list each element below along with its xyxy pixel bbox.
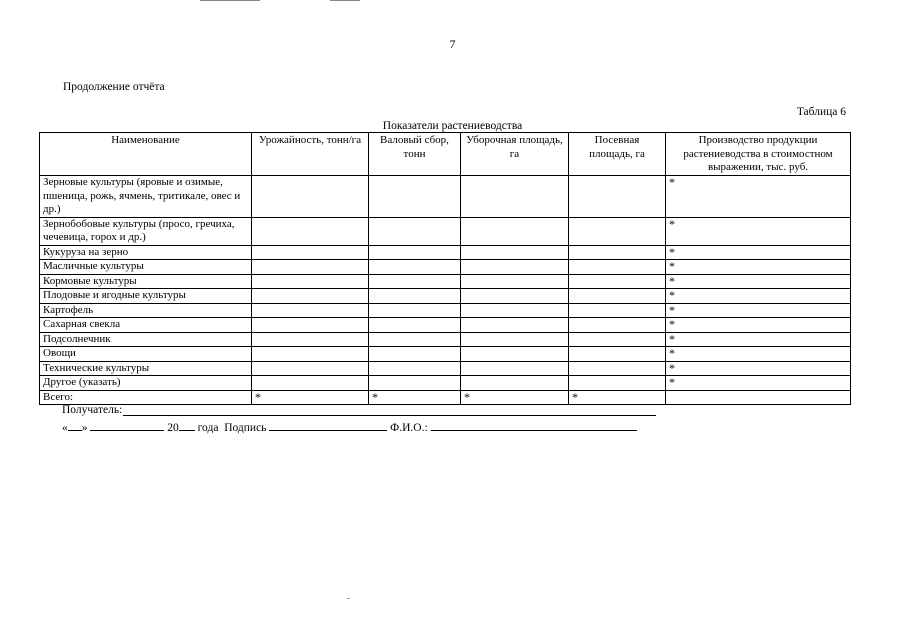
continuation-heading: Продолжение отчёта — [63, 81, 165, 93]
signature-label: Подпись — [224, 422, 267, 434]
harvested-area-cell[interactable] — [461, 303, 569, 318]
production-value-cell[interactable]: * — [666, 347, 851, 362]
table-row — [40, 217, 851, 245]
yield-cell[interactable] — [252, 274, 369, 289]
recipient-label: Получатель: — [62, 404, 123, 416]
column-header-gross-harvest: Валовый сбор, тонн — [369, 133, 461, 176]
date-close-quote: » — [81, 422, 88, 434]
total-sown-area-cell[interactable]: * — [569, 390, 666, 405]
gross-harvest-cell[interactable] — [369, 376, 461, 391]
scan-speck — [347, 598, 350, 599]
column-header-production-value: Производство продукции растениеводства в стоимостном выражении, тыс. руб. — [666, 133, 851, 176]
yield-cell[interactable] — [252, 289, 369, 304]
table-row — [40, 303, 851, 318]
date-open-quote: « — [62, 422, 68, 434]
total-yield-cell[interactable]: * — [252, 390, 369, 405]
month-field[interactable] — [90, 418, 164, 431]
gross-harvest-cell[interactable] — [369, 289, 461, 304]
yield-cell[interactable] — [252, 332, 369, 347]
signature-row — [62, 418, 637, 434]
table-row — [40, 274, 851, 289]
production-value-cell[interactable]: * — [666, 376, 851, 391]
production-value-cell[interactable]: * — [666, 289, 851, 304]
table-row — [40, 361, 851, 376]
table-title: Показатели растениеводства — [382, 120, 523, 132]
table-header-row — [40, 133, 851, 176]
row-name: Другое (указать) — [40, 376, 252, 391]
scan-edge-line — [200, 0, 260, 1]
year-suffix: года — [197, 422, 219, 434]
row-name: Подсолнечник — [40, 332, 252, 347]
table-row — [40, 376, 851, 391]
gross-harvest-cell[interactable] — [369, 260, 461, 275]
sown-area-cell[interactable] — [569, 217, 666, 245]
production-value-cell[interactable]: * — [666, 274, 851, 289]
gross-harvest-cell[interactable] — [369, 361, 461, 376]
harvested-area-cell[interactable] — [461, 176, 569, 218]
harvested-area-cell[interactable] — [461, 289, 569, 304]
yield-cell[interactable] — [252, 245, 369, 260]
total-gross-harvest-cell[interactable]: * — [369, 390, 461, 405]
row-name: Технические культуры — [40, 361, 252, 376]
sown-area-cell[interactable] — [569, 289, 666, 304]
total-production-value-cell[interactable] — [666, 390, 851, 405]
column-header-name: Наименование — [40, 133, 252, 176]
harvested-area-cell[interactable] — [461, 260, 569, 275]
page-number: 7 — [449, 37, 456, 51]
sown-area-cell[interactable] — [569, 332, 666, 347]
yield-cell[interactable] — [252, 176, 369, 218]
sown-area-cell[interactable] — [569, 318, 666, 333]
sown-area-cell[interactable] — [569, 274, 666, 289]
column-header-harvested-area: Уборочная площадь, га — [461, 133, 569, 176]
total-label: Всего: — [40, 390, 252, 405]
harvested-area-cell[interactable] — [461, 332, 569, 347]
sown-area-cell[interactable] — [569, 176, 666, 218]
yield-cell[interactable] — [252, 347, 369, 362]
production-value-cell[interactable]: * — [666, 303, 851, 318]
gross-harvest-cell[interactable] — [369, 176, 461, 218]
table-row — [40, 347, 851, 362]
sown-area-cell[interactable] — [569, 260, 666, 275]
production-value-cell[interactable]: * — [666, 318, 851, 333]
harvested-area-cell[interactable] — [461, 347, 569, 362]
signature-field[interactable] — [269, 418, 387, 431]
yield-cell[interactable] — [252, 260, 369, 275]
day-field[interactable] — [68, 418, 82, 431]
table-row — [40, 260, 851, 275]
row-name: Овощи — [40, 347, 252, 362]
table-row — [40, 176, 851, 218]
production-value-cell[interactable]: * — [666, 260, 851, 275]
gross-harvest-cell[interactable] — [369, 332, 461, 347]
production-value-cell[interactable]: * — [666, 176, 851, 218]
production-value-cell[interactable]: * — [666, 361, 851, 376]
yield-cell[interactable] — [252, 361, 369, 376]
fio-field[interactable] — [431, 418, 637, 431]
year-field[interactable] — [179, 418, 195, 431]
row-name: Кукуруза на зерно — [40, 245, 252, 260]
yield-cell[interactable] — [252, 376, 369, 391]
column-header-sown-area: Посевная площадь, га — [569, 133, 666, 176]
year-prefix: 20 — [167, 422, 179, 434]
harvested-area-cell[interactable] — [461, 274, 569, 289]
row-name: Масличные культуры — [40, 260, 252, 275]
row-name: Кормовые культуры — [40, 274, 252, 289]
gross-harvest-cell[interactable] — [369, 274, 461, 289]
harvested-area-cell[interactable] — [461, 217, 569, 245]
gross-harvest-cell[interactable] — [369, 318, 461, 333]
total-row — [40, 390, 851, 405]
harvested-area-cell[interactable] — [461, 361, 569, 376]
total-harvested-area-cell[interactable]: * — [461, 390, 569, 405]
table-row — [40, 289, 851, 304]
harvested-area-cell[interactable] — [461, 245, 569, 260]
table-row — [40, 245, 851, 260]
harvested-area-cell[interactable] — [461, 318, 569, 333]
sown-area-cell[interactable] — [569, 376, 666, 391]
fio-label: Ф.И.О.: — [390, 422, 428, 434]
table-label: Таблица 6 — [796, 106, 846, 118]
yield-cell[interactable] — [252, 303, 369, 318]
row-name: Картофель — [40, 303, 252, 318]
gross-harvest-cell[interactable] — [369, 303, 461, 318]
table-row — [40, 332, 851, 347]
sown-area-cell[interactable] — [569, 245, 666, 260]
row-name: Зернобобовые культуры (просо, гречиха, чечевица, горох и др.) — [40, 217, 252, 245]
harvested-area-cell[interactable] — [461, 376, 569, 391]
scan-edge-line — [330, 0, 360, 1]
recipient-line[interactable] — [123, 415, 656, 416]
sown-area-cell[interactable] — [569, 303, 666, 318]
production-value-cell[interactable]: * — [666, 245, 851, 260]
crop-indicators-table — [39, 132, 851, 405]
row-name: Плодовые и ягодные культуры — [40, 289, 252, 304]
table-row — [40, 318, 851, 333]
yield-cell[interactable] — [252, 318, 369, 333]
row-name: Зерновые культуры (яровые и озимые, пшеница, рожь, ячмень, тритикале, овес и др.) — [40, 176, 252, 218]
yield-cell[interactable] — [252, 217, 369, 245]
production-value-cell[interactable]: * — [666, 332, 851, 347]
production-value-cell[interactable]: * — [666, 217, 851, 245]
column-header-yield: Урожайность, тонн/га — [252, 133, 369, 176]
sown-area-cell[interactable] — [569, 361, 666, 376]
sown-area-cell[interactable] — [569, 347, 666, 362]
gross-harvest-cell[interactable] — [369, 245, 461, 260]
gross-harvest-cell[interactable] — [369, 347, 461, 362]
gross-harvest-cell[interactable] — [369, 217, 461, 245]
row-name: Сахарная свекла — [40, 318, 252, 333]
